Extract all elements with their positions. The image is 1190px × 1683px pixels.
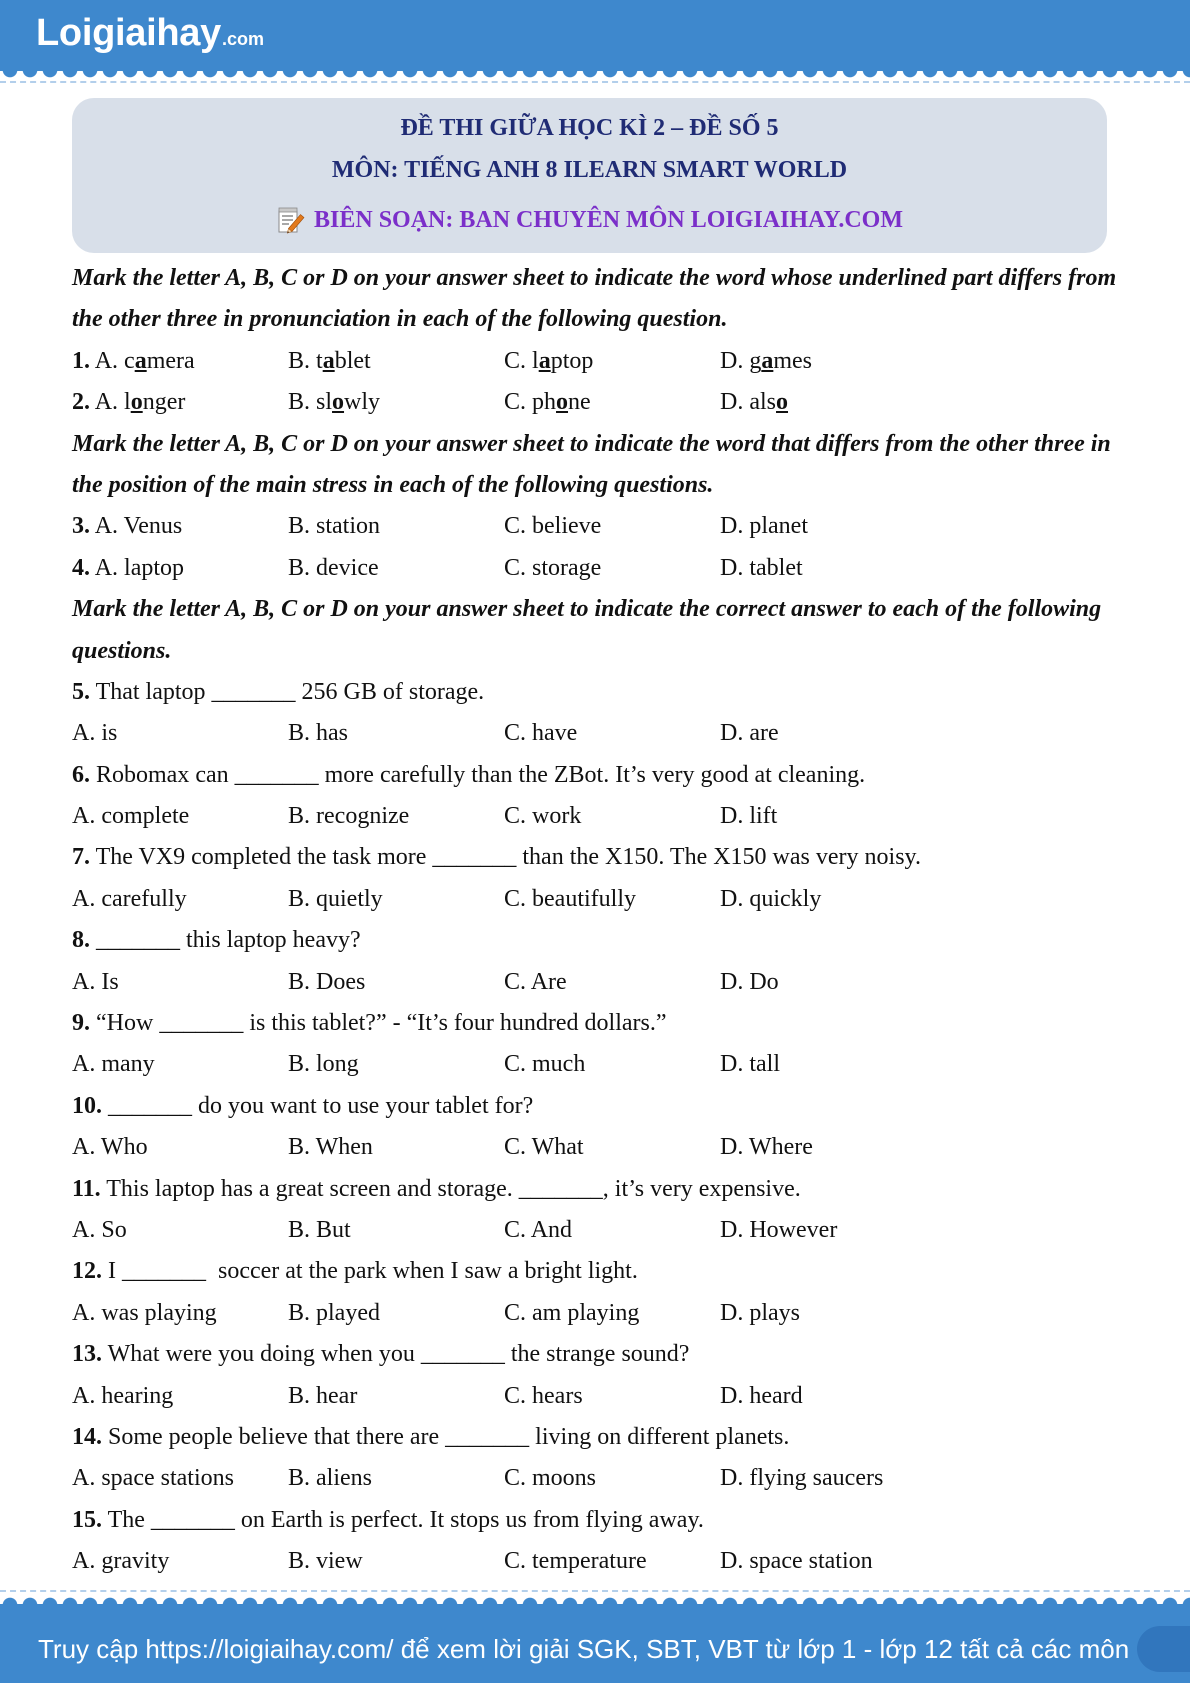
option-label: B.	[288, 1299, 311, 1326]
underlined-part: a	[538, 347, 551, 374]
option-label: A.	[72, 1465, 96, 1492]
memo-pencil-icon	[276, 205, 306, 235]
option-label: A.	[72, 1382, 96, 1409]
question-text: I _______ soccer at the park when I saw a bright light.	[108, 1258, 638, 1285]
option-text: view	[316, 1548, 363, 1575]
question-1	[72, 341, 1118, 382]
option-b	[288, 1541, 504, 1582]
logo-main-text: Loigiaihay	[36, 12, 221, 54]
question-number: 13.	[72, 1341, 102, 1368]
header-wave-edge	[0, 70, 1190, 78]
section-3-instruction-line-1: Mark the letter A, B, C or D on your answer sheet to indicate the correct answer to each of the following	[72, 596, 1102, 623]
question-5-stem	[72, 672, 1118, 713]
option-a	[72, 1376, 288, 1417]
option-label: C.	[504, 347, 527, 374]
option-b	[288, 1376, 504, 1417]
option-label: C.	[504, 513, 527, 540]
option-text: aliens	[316, 1465, 372, 1492]
option-label: C.	[504, 720, 527, 747]
option-label: B.	[288, 1465, 311, 1492]
question-text: _______ do you want to use your tablet for?	[108, 1092, 534, 1119]
option-label: A.	[94, 347, 119, 374]
option-suffix: mera	[146, 347, 195, 374]
option-text: recognize	[316, 803, 410, 830]
option-c	[504, 796, 720, 837]
question-text: Robomax can _______ more carefully than the ZBot. It’s very good at cleaning.	[96, 761, 866, 788]
option-label: B.	[288, 968, 311, 995]
option-b	[288, 1127, 504, 1168]
question-number: 5.	[72, 678, 90, 705]
question-text: _______ this laptop heavy?	[96, 927, 361, 954]
underlined-part: a	[761, 347, 774, 374]
question-number: 8.	[72, 927, 90, 954]
question-number: 12.	[72, 1258, 102, 1285]
option-label: C.	[504, 1051, 527, 1078]
option-d	[720, 713, 1118, 754]
option-text: Where	[748, 1134, 813, 1161]
option-label: C.	[504, 1216, 527, 1243]
question-6-stem	[72, 755, 1118, 796]
option-b	[288, 962, 504, 1003]
option-label: A.	[72, 968, 96, 995]
option-label: B.	[288, 885, 311, 912]
credit-text: BIÊN SOẠN: BAN CHUYÊN MÔN LOIGIAIHAY.COM	[314, 207, 903, 233]
section-3-instruction-line-2: questions.	[72, 637, 172, 664]
question-text: The _______ on Earth is perfect. It stops us from flying away.	[107, 1506, 704, 1533]
option-text: tall	[749, 1051, 780, 1078]
question-text: This laptop has a great screen and storage. _______, it’s very expensive.	[106, 1175, 801, 1202]
option-c	[504, 1376, 720, 1417]
option-text: long	[316, 1051, 359, 1078]
exam-content	[72, 258, 1118, 1583]
option-text: are	[749, 720, 779, 747]
option-label: B.	[288, 803, 311, 830]
option-suffix: ne	[568, 389, 591, 416]
option-text: hearing	[101, 1382, 174, 1409]
question-text: “How _______ is this tablet?” - “It’s four hundred dollars.”	[96, 1010, 667, 1037]
question-9-options	[72, 1044, 1118, 1085]
question-number: 3.	[72, 513, 90, 540]
option-a	[72, 1044, 288, 1085]
option-label: D.	[720, 389, 744, 416]
option-d	[720, 341, 1118, 382]
option-text: gravity	[101, 1548, 170, 1575]
question-7-options	[72, 879, 1118, 920]
question-number: 10.	[72, 1092, 102, 1119]
option-d	[720, 1376, 1118, 1417]
option-label: C.	[504, 803, 527, 830]
option-label: A.	[72, 1134, 96, 1161]
site-logo	[36, 10, 264, 56]
question-14-options	[72, 1458, 1118, 1499]
option-text: complete	[101, 803, 190, 830]
option-text: device	[316, 554, 379, 581]
footer-dotted-line	[0, 1590, 1190, 1592]
option-label: B.	[288, 389, 311, 416]
option-c	[504, 962, 720, 1003]
footer-text: Truy cập https://loigiaihay.com/ để xem lời giải SGK, SBT, VBT từ lớp 1 - lớp 12 tất cả các môn	[38, 1634, 1130, 1664]
option-d	[720, 1044, 1118, 1085]
option-a	[72, 548, 288, 589]
option-prefix: l	[124, 389, 131, 416]
option-text: quickly	[749, 885, 822, 912]
option-text: carefully	[101, 885, 187, 912]
question-7-stem	[72, 837, 1118, 878]
option-a	[72, 1541, 288, 1582]
question-9-stem	[72, 1003, 1118, 1044]
option-c	[504, 879, 720, 920]
option-text: quietly	[316, 885, 383, 912]
option-c	[504, 548, 720, 589]
option-d	[720, 1127, 1118, 1168]
option-a	[72, 506, 288, 547]
option-b	[288, 1044, 504, 1085]
option-b	[288, 1458, 504, 1499]
option-d	[720, 1293, 1118, 1334]
question-3	[72, 506, 1118, 547]
option-c	[504, 1541, 720, 1582]
option-label: B.	[288, 1382, 311, 1409]
option-d	[720, 962, 1118, 1003]
option-label: C.	[504, 554, 527, 581]
option-label: B.	[288, 347, 311, 374]
option-suffix: nger	[142, 389, 186, 416]
option-text: played	[316, 1299, 380, 1326]
option-text: Do	[749, 968, 779, 995]
option-d	[720, 1458, 1118, 1499]
option-text: Who	[100, 1134, 148, 1161]
option-label: A.	[72, 885, 96, 912]
footer-tab	[1137, 1626, 1190, 1672]
option-c	[504, 1044, 720, 1085]
option-label: A.	[72, 1216, 96, 1243]
question-11-stem	[72, 1169, 1118, 1210]
option-b	[288, 713, 504, 754]
option-label: B.	[288, 1548, 311, 1575]
underlined-part: o	[556, 389, 569, 416]
option-b	[288, 879, 504, 920]
option-text: has	[316, 720, 349, 747]
option-text: planet	[749, 513, 808, 540]
option-label: D.	[720, 1299, 744, 1326]
option-label: A.	[72, 803, 96, 830]
option-c	[504, 1293, 720, 1334]
option-a	[72, 1210, 288, 1251]
question-8-options	[72, 962, 1118, 1003]
option-prefix: sl	[316, 389, 333, 416]
option-text: tablet	[749, 554, 803, 581]
option-label: C.	[504, 1134, 527, 1161]
option-label: D.	[720, 1134, 744, 1161]
option-label: D.	[720, 1382, 744, 1409]
question-number: 9.	[72, 1010, 90, 1037]
question-2	[72, 382, 1118, 423]
question-12-stem	[72, 1251, 1118, 1292]
option-suffix: mes	[773, 347, 813, 374]
option-b	[288, 548, 504, 589]
option-text: is	[101, 720, 118, 747]
option-label: D.	[720, 347, 744, 374]
option-a	[72, 713, 288, 754]
question-15-options	[72, 1541, 1118, 1582]
underlined-part: o	[776, 389, 789, 416]
question-number: 7.	[72, 844, 90, 871]
option-text: believe	[532, 513, 602, 540]
question-6-options	[72, 796, 1118, 837]
question-text: What were you doing when you _______ the strange sound?	[107, 1341, 690, 1368]
option-c	[504, 341, 720, 382]
option-suffix: wly	[344, 389, 381, 416]
option-b	[288, 382, 504, 423]
option-d	[720, 1210, 1118, 1251]
option-label: B.	[288, 720, 311, 747]
option-label: A.	[94, 513, 119, 540]
option-label: D.	[720, 554, 744, 581]
option-label: A.	[94, 389, 119, 416]
option-prefix: l	[532, 347, 539, 374]
option-text: But	[316, 1216, 351, 1243]
option-prefix: g	[749, 347, 762, 374]
option-d	[720, 796, 1118, 837]
option-label: B.	[288, 554, 311, 581]
option-label: B.	[288, 1216, 311, 1243]
exam-subject: MÔN: TIẾNG ANH 8 ILEARN SMART WORLD	[331, 157, 848, 183]
option-prefix: t	[316, 347, 323, 374]
option-b	[288, 1293, 504, 1334]
option-label: A.	[72, 1299, 96, 1326]
option-text: Is	[101, 968, 119, 995]
option-label: B.	[288, 513, 311, 540]
option-text: What	[531, 1134, 584, 1161]
question-number: 15.	[72, 1506, 102, 1533]
option-c	[504, 1458, 720, 1499]
section-2-instruction-line-1: Mark the letter A, B, C or D on your answer sheet to indicate the word that differs from the other three in	[72, 430, 1111, 457]
header-dotted-line	[0, 81, 1190, 83]
option-text: hear	[316, 1382, 358, 1409]
option-suffix: blet	[334, 347, 371, 374]
option-label: C.	[504, 1548, 527, 1575]
option-prefix: ph	[532, 389, 557, 416]
option-text: Are	[530, 968, 567, 995]
section-2-instruction-line-2: the position of the main stress in each of the following questions.	[72, 471, 714, 498]
option-label: A.	[72, 1548, 96, 1575]
option-text: However	[749, 1216, 838, 1243]
question-number: 1.	[72, 347, 90, 374]
option-c	[504, 713, 720, 754]
option-text: lift	[749, 803, 778, 830]
option-text: hears	[532, 1382, 583, 1409]
option-text: flying saucers	[749, 1465, 884, 1492]
option-text: moons	[532, 1465, 597, 1492]
option-text: temperature	[532, 1548, 647, 1575]
section-1-instruction-line-1: Mark the letter A, B, C or D on your answer sheet to indicate the word whose underlined part differs from	[72, 265, 1117, 291]
option-c	[504, 1127, 720, 1168]
option-text: storage	[532, 554, 602, 581]
option-text: So	[101, 1216, 127, 1243]
underlined-part: a	[322, 347, 335, 374]
option-text: laptop	[124, 554, 185, 581]
option-a	[72, 1127, 288, 1168]
option-prefix: c	[124, 347, 135, 374]
option-text: space station	[749, 1548, 873, 1575]
question-14-stem	[72, 1417, 1118, 1458]
option-text: station	[316, 513, 381, 540]
option-label: C.	[504, 885, 527, 912]
question-number: 2.	[72, 389, 90, 416]
option-label: A.	[72, 1051, 96, 1078]
option-c	[504, 506, 720, 547]
option-prefix: als	[749, 389, 777, 416]
question-text: That laptop _______ 256 GB of storage.	[95, 678, 485, 705]
exam-title: ĐỀ THI GIỮA HỌC KÌ 2 – ĐỀ SỐ 5	[400, 115, 779, 141]
underlined-part: a	[134, 347, 147, 374]
option-a	[72, 341, 288, 382]
option-a	[72, 879, 288, 920]
option-label: D.	[720, 1051, 744, 1078]
question-10-stem	[72, 1086, 1118, 1127]
question-number: 14.	[72, 1423, 102, 1450]
option-text: beautifully	[532, 885, 636, 912]
option-text: heard	[749, 1382, 803, 1409]
option-text: Does	[316, 968, 366, 995]
question-10-options	[72, 1127, 1118, 1168]
option-a	[72, 962, 288, 1003]
option-suffix: ptop	[550, 347, 594, 374]
option-label: D.	[720, 885, 744, 912]
question-4	[72, 548, 1118, 589]
option-d	[720, 506, 1118, 547]
option-c	[504, 1210, 720, 1251]
exam-title-box	[72, 98, 1107, 253]
option-label: D.	[720, 1465, 744, 1492]
option-text: When	[315, 1134, 373, 1161]
option-label: D.	[720, 720, 744, 747]
question-5-options	[72, 713, 1118, 754]
option-label: D.	[720, 968, 744, 995]
option-a	[72, 1293, 288, 1334]
question-13-stem	[72, 1334, 1118, 1375]
option-label: B.	[288, 1051, 311, 1078]
option-text: much	[532, 1051, 586, 1078]
option-d	[720, 382, 1118, 423]
option-a	[72, 796, 288, 837]
option-a	[72, 382, 288, 423]
option-c	[504, 382, 720, 423]
option-text: many	[101, 1051, 155, 1078]
option-text: work	[532, 803, 582, 830]
question-number: 6.	[72, 761, 90, 788]
question-12-options	[72, 1293, 1118, 1334]
option-text: And	[530, 1216, 573, 1243]
option-label: A.	[72, 720, 96, 747]
option-text: plays	[749, 1299, 801, 1326]
option-text: space stations	[101, 1465, 234, 1492]
option-b	[288, 796, 504, 837]
option-label: C.	[504, 1299, 527, 1326]
question-15-stem	[72, 1500, 1118, 1541]
option-text: was playing	[101, 1299, 217, 1326]
option-a	[72, 1458, 288, 1499]
option-d	[720, 879, 1118, 920]
section-1-instruction-line-2: the other three in pronunciation in each of the following question.	[72, 306, 728, 333]
question-8-stem	[72, 920, 1118, 961]
question-number: 11.	[72, 1175, 101, 1202]
question-text: The VX9 completed the task more _______ than the X150. The X150 was very noisy.	[95, 844, 921, 871]
option-label: C.	[504, 1382, 527, 1409]
option-b	[288, 341, 504, 382]
option-label: D.	[720, 1216, 744, 1243]
underlined-part: o	[332, 389, 345, 416]
option-b	[288, 1210, 504, 1251]
option-label: C.	[504, 1465, 527, 1492]
exam-credit	[72, 205, 1107, 235]
option-text: Venus	[123, 513, 183, 540]
option-label: A.	[94, 554, 119, 581]
logo-suffix-text: .com	[221, 29, 264, 49]
underlined-part: o	[130, 389, 143, 416]
option-label: C.	[504, 389, 527, 416]
option-label: D.	[720, 513, 744, 540]
option-text: have	[532, 720, 578, 747]
option-label: D.	[720, 1548, 744, 1575]
question-13-options	[72, 1376, 1118, 1417]
option-label: C.	[504, 968, 527, 995]
option-d	[720, 548, 1118, 589]
option-label: B.	[288, 1134, 311, 1161]
option-label: D.	[720, 803, 744, 830]
question-number: 4.	[72, 554, 90, 581]
question-11-options	[72, 1210, 1118, 1251]
option-d	[720, 1541, 1118, 1582]
option-b	[288, 506, 504, 547]
option-text: am playing	[532, 1299, 640, 1326]
question-text: Some people believe that there are _______ living on different planets.	[108, 1423, 790, 1450]
